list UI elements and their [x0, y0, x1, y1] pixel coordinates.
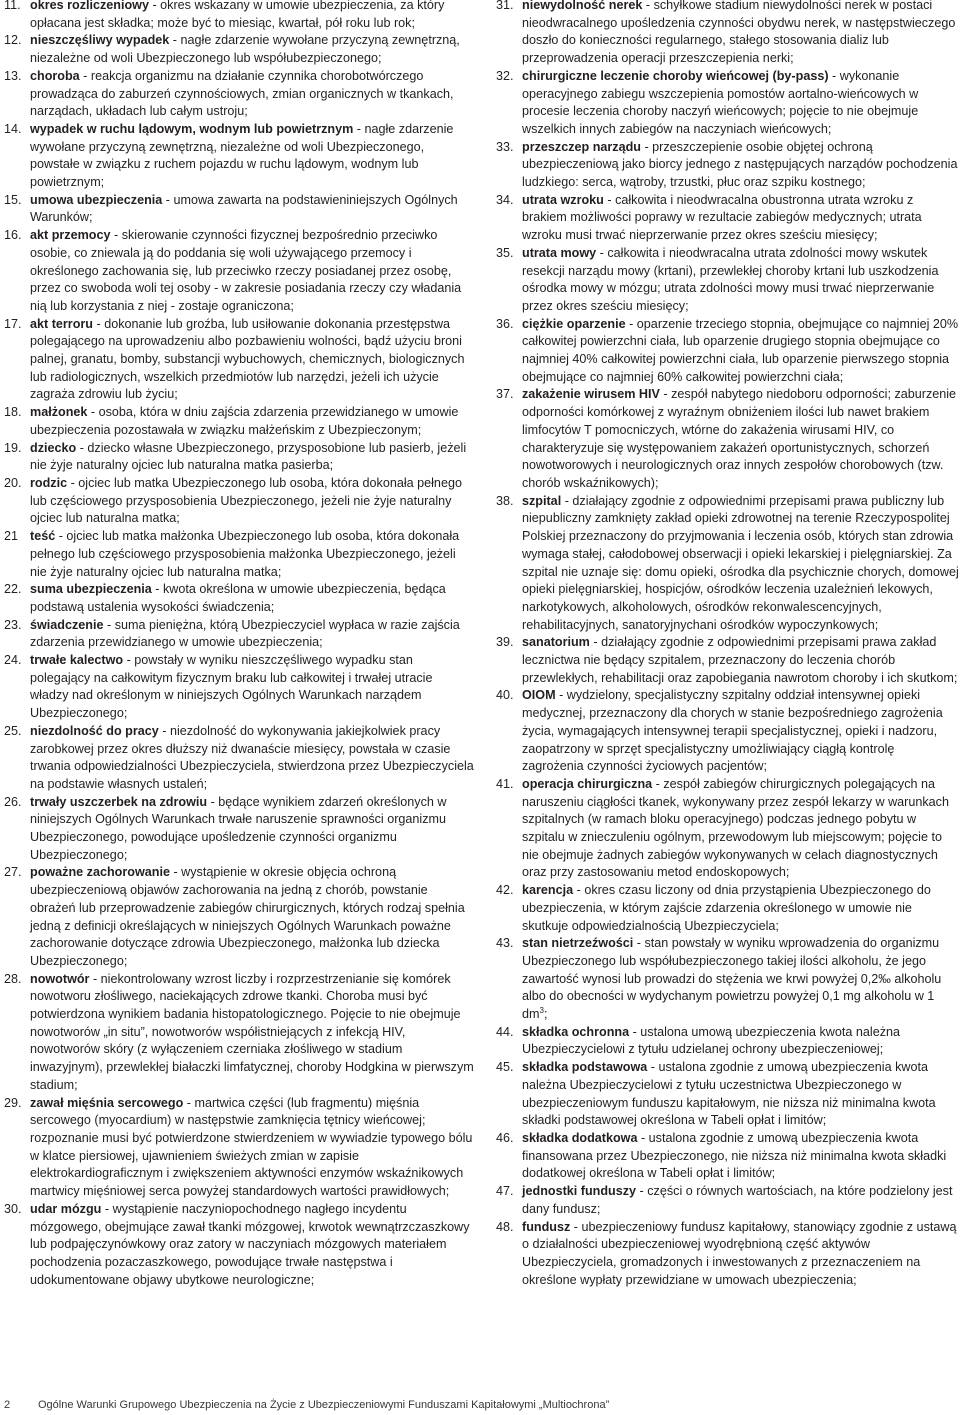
definition-body [522, 1219, 959, 1290]
definition-number: 37. [496, 387, 514, 402]
definition-body [30, 794, 474, 865]
definition-body [522, 316, 959, 387]
definition-number: 46. [496, 1131, 514, 1145]
definition-number: 22. [4, 582, 22, 597]
definition-item [496, 68, 959, 139]
definition-item [496, 386, 959, 492]
footer-title: Ogólne Warunki Grupowego Ubezpieczenia na Życie z Ubezpieczeniowymi Funduszami Kapitałowymi „Multiochrona” [38, 1399, 610, 1411]
definition-term: operacja chirurgiczna [522, 776, 653, 791]
definition-body [30, 581, 474, 616]
definition-item [496, 1024, 959, 1059]
definition-text: - działający zgodnie z odpowiednimi przepisami prawa zakład lecznictwa nie będący szpitalem, przeznaczony do leczenia chorób przewlekłych, rehabilitacji oraz zapobiegania nawrotom choroby i ich skutkom; [522, 635, 958, 685]
definition-text: - wystąpienie naczyniopochodnego nagłego incydentu mózgowego, obejmujące zawał tkanki mózgowej, krwotok wewnątrzczaszkowy lub podpajęczynówkowy oraz zatory w naczyniach mózgowych materiałem pochodzenia pozaczaszkowego, powodujące trwałe następstwa i udokumentowane objawy ubytkowe neurologiczne; [30, 1201, 470, 1287]
definition-number: 20. [4, 475, 22, 490]
definition-text-end: ; [543, 1007, 548, 1022]
definition-term: akt przemocy [30, 228, 111, 243]
definition-number: 26. [4, 794, 22, 809]
definition-item [496, 1183, 959, 1218]
definition-text: - wydzielony, specjalistyczny szpitalny oddział intensywnej opieki medycznej, przeznaczony dla chorych w stanie bezpośredniego zagrożenia życia, wymagających intensywnej terapii specjalistycznej, opieki i nadzoru, zaopatrzony w sprzęt specjalistyczny umożliwiający ciągłą kontrolę zagrożenia czynności życiowych pacjentów; [522, 688, 943, 774]
definition-term: okres rozliczeniowy [30, 0, 149, 12]
definition-item [4, 192, 474, 227]
definition-text: - ubezpieczeniowy fundusz kapitałowy, stanowiący zgodnie z ustawą o działalności ubezpieczeniowej wyodrębnioną część aktywów Ubezpieczyciela, gromadzonych i inwestowanych z przeznaczeniem na określone wypłaty przewidziane w umowach ubezpieczenia; [522, 1219, 957, 1287]
definition-term: niewydolność nerek [522, 0, 643, 12]
definition-number: 34. [496, 192, 514, 207]
definition-text: - ojciec lub matka Ubezpieczonego lub osoba, która dokonała pełnego lub częściowego przysposobienia Ubezpieczonego, jeżeli nie żyje naturalny ojciec lub naturalna matka; [30, 475, 462, 526]
definition-body [30, 652, 474, 723]
definition-body [30, 971, 474, 1095]
definition-number: 43. [496, 936, 514, 951]
definition-text: - nagłe zdarzenie wywołane przyczyną zewnętrzną, niezależne od woli Ubezpieczonego lub współubezpieczonego; [30, 33, 460, 66]
definition-body [30, 440, 474, 475]
definition-term: utrata wzroku [522, 192, 604, 207]
definition-text: - ojciec lub matka małżonka Ubezpieczonego lub osoba, która dokonała pełnego lub częściowego przysposobienia małżonka Ubezpieczonego, jeżeli nie żyje naturalny ojciec lub naturalna matka; [30, 529, 460, 579]
definition-text: - całkowita i nieodwracalna utrata zdolności mowy wskutek resekcji narządu mowy (krtani), przewlekłej choroby krtani lub uszkodzenia ośrodka mowy w mózgu; utrata zdolności mowy musi trwać nieprzerwanie przez okres sześciu miesięcy; [522, 245, 939, 313]
definition-number: 13. [4, 68, 22, 83]
definition-text: - umowa zawarta na podstawieniniejszych Ogólnych Warunków; [30, 192, 458, 225]
definition-number: 45. [496, 1060, 514, 1075]
definition-body [522, 882, 959, 935]
definition-body [30, 0, 474, 32]
left-column [4, 0, 474, 1289]
definition-item [4, 794, 474, 865]
definition-number: 19. [4, 440, 22, 455]
definition-term: ciężkie oparzenie [522, 316, 626, 331]
definition-text: - wykonanie operacyjnego zabiegu wszczepienia pomostów aortalno-wieńcowych w procesie leczenia choroby naczyń wieńcowych; pojęcie to nie obejmuje wszelkich innych zabiegów na naczyniach wieńcowych; [522, 68, 919, 136]
definition-item [4, 581, 474, 616]
definition-term: utrata mowy [522, 245, 597, 260]
definition-body [30, 617, 474, 652]
definition-body [30, 1095, 474, 1201]
definition-item [496, 634, 959, 687]
definition-term: małżonek [30, 405, 88, 420]
definition-term: zawał mięśnia sercowego [30, 1095, 184, 1110]
definition-term: składka dodatkowa [522, 1131, 638, 1145]
definition-number: 18. [4, 405, 22, 420]
definition-text: - całkowita i nieodwracalna obustronna utrata wzroku z brakiem możliwości poprawy w rezultacie zabiegów medycznych; utrata wzroku musi trwać nieprzerwanie przez okres sześciu miesięcy; [522, 192, 922, 243]
definition-body [30, 121, 474, 192]
definition-number: 27. [4, 865, 22, 880]
definition-item [4, 0, 474, 32]
definition-text: - przeszczepienie osobie objętej ochroną ubezpieczeniową jako biorcy jednego z następujących narządów pochodzenia ludzkiego: serca, wątroby, trzustki, płuc oraz szpiku kostnego; [522, 139, 958, 190]
definition-item [4, 227, 474, 316]
definition-number: 29. [4, 1095, 22, 1110]
definition-number: 35. [496, 245, 514, 260]
definition-item [4, 864, 474, 970]
definition-text: - powstały w wyniku nieszczęśliwego wypadku stan polegający na całkowitym fizycznym braku lub całkowitej i trwałej utracie władzy nad określonym w niniejszych Ogólnych Warunkach narządem Ubezpieczonego; [30, 653, 433, 721]
definition-item [496, 139, 959, 192]
definition-body [30, 227, 474, 316]
definition-number: 30. [4, 1201, 22, 1216]
definition-number: 17. [4, 316, 22, 331]
definition-item [496, 935, 959, 1024]
definition-item [4, 32, 474, 67]
definition-term: trwały uszczerbek na zdrowiu [30, 794, 208, 809]
definition-body [522, 245, 959, 316]
definition-term: teść [30, 529, 56, 544]
definition-text: - schyłkowe stadium niewydolności nerek w postaci nieodwracalnego upośledzenia czynności obydwu nerek, w następstwieczego doszło do konieczności regularnego, stałego stosowania dializ lub przeprowadzenia operacji przeszczepienia nerki; [522, 0, 956, 66]
definition-term: OIOM [522, 688, 556, 703]
definition-text: - osoba, która w dniu zajścia zdarzenia przewidzianego w umowie ubezpieczenia pozostawała w związku małżeńskim z Ubezpieczonym; [30, 405, 459, 437]
definition-number: 28. [4, 971, 22, 986]
definition-text: - niekontrolowany wzrost liczby i rozprzestrzenianie się komórek nowotworu złośliwego, naciekających zdrowe tkanki. Choroba musi być potwierdzona wynikiem badania histopatologicznego. Pojęcie to nie obejmuje nowotworów „in situ”, nowotworów współistniejących z infekcją HIV, nowotworów skóry (z wyłączeniem czerniaka złośliwego w stadium inwazyjnym), przewlekłej białaczki limfatycznej, choroby Hodgkina w pierwszym stadium; [30, 971, 474, 1092]
definition-body [522, 386, 959, 492]
definition-term: niezdolność do pracy [30, 723, 159, 738]
definition-body [522, 1183, 959, 1218]
definition-term: szpital [522, 493, 562, 508]
definition-term: sanatorium [522, 635, 590, 650]
definition-body [30, 32, 474, 67]
definition-body [30, 723, 474, 794]
definition-text: - oparzenie trzeciego stopnia, obejmujące co najmniej 20% całkowitej powierzchni ciała, lub oparzenie drugiego stopnia obejmujące co najmniej 40% całkowitej powierzchni ciała, lub oparzenie pierwszego stopnia obejmujące co najmniej 60% całkowitej powierzchni ciała; [522, 316, 959, 384]
definition-item [4, 971, 474, 1095]
definition-term: suma ubezpieczenia [30, 582, 152, 597]
definition-number: 24. [4, 653, 22, 668]
definition-number: 40. [496, 688, 514, 703]
definition-number: 36. [496, 316, 514, 331]
definition-number: 16. [4, 228, 22, 243]
definition-item [4, 652, 474, 723]
definition-term: akt terroru [30, 316, 93, 331]
definition-body [522, 0, 959, 68]
definition-item [4, 68, 474, 121]
definition-body [522, 1059, 959, 1130]
definition-item [496, 1130, 959, 1183]
definition-body [522, 687, 959, 776]
definition-term: przeszczep narządu [522, 139, 641, 154]
page-number: 2 [4, 1399, 11, 1411]
definition-term: nowotwór [30, 971, 90, 986]
definition-body [522, 192, 959, 245]
definition-item [4, 617, 474, 652]
definition-item [4, 440, 474, 475]
definition-text: - okres czasu liczony od dnia przystąpienia Ubezpieczonego do ubezpieczenia, w którym zajście zdarzenia określonego w umowie nie skutkuje odpowiedzialnością Ubezpieczyciela; [522, 883, 931, 933]
definition-body [522, 935, 959, 1024]
definition-number: 21 [4, 529, 19, 544]
definition-text: - nagłe zdarzenie wywołane przyczyną zewnętrzną, niezależne od woli Ubezpieczonego, powstałe w związku z ruchem pojazdu w ruchu lądowym, wodnym lub powietrznym; [30, 121, 454, 190]
definition-body [522, 1024, 959, 1059]
definition-number: 14. [4, 121, 22, 136]
definition-item [4, 723, 474, 794]
definition-item [4, 316, 474, 405]
definition-item [496, 493, 959, 635]
definition-text: - niezdolność do wykonywania jakiejkolwiek pracy zarobkowej przez okres dłuższy niż dwanaście miesięcy, powstała w czasie trwania odpowiedzialności Ubezpieczyciela, stwierdzona przez Ubezpieczyciela na podstawie własnych ustaleń; [30, 723, 474, 791]
definition-item [4, 1095, 474, 1201]
definition-body [522, 1130, 959, 1183]
definition-number: 31. [496, 0, 514, 12]
definition-body [30, 68, 474, 121]
definition-body [30, 475, 474, 528]
definition-number: 41. [496, 776, 514, 791]
definition-text: - dziecko własne Ubezpieczonego, przysposobione lub pasierb, jeżeli nie żyje naturalny ojciec lub naturalna matka pasierba; [30, 440, 467, 473]
definition-term: zakażenie wirusem HIV [522, 387, 660, 402]
definition-term: karencja [522, 883, 574, 898]
definition-text: - będące wynikiem zdarzeń określonych w niniejszych Ogólnych Warunkach trwałe naruszenie sprawności organizmu Ubezpieczonego, powodujące upośledzenie czynności organizmu Ubezpieczonego; [30, 794, 447, 862]
superscript: 3 [539, 1005, 544, 1015]
definition-text: - kwota określona w umowie ubezpieczenia, będąca podstawą ustalenia wysokości świadczenia; [30, 582, 446, 614]
definition-number: 12. [4, 33, 22, 48]
definition-number: 38. [496, 493, 514, 508]
definition-item [496, 192, 959, 245]
definition-body [30, 404, 474, 439]
definition-term: udar mózgu [30, 1201, 102, 1216]
definition-text: - wystąpienie w okresie objęcia ochroną ubezpieczeniową objawów zachorowania na jedną z chorób, powstanie obrażeń lub przeprowadzenie zabiegów chirurgicznych, których rodzaj spełnia jedną z definicji określających w niniejszych Ogólnych Warunkach poważne zachorowanie dotyczące zdrowia Ubezpieczonego, małżonka lub dziecka Ubezpieczonego; [30, 865, 465, 968]
definition-item [496, 0, 959, 68]
definition-text: - skierowanie czynności fizycznej bezpośrednio przeciwko osobie, co zniewala ją do poddania się woli używającego przemocy i określonego zachowania się, lub przeciwko rzeczy posiadanej przez osobę, przez co swoboda woli tej osoby - w zakresie posiadania rzeczy czy władania nią lub korzystania z niej - zostaje ograniczona; [30, 228, 462, 313]
definition-text: - ustalona umową ubezpieczenia kwota należna Ubezpieczycielowi z tytułu udzielanej ochrony ubezpieczeniowej; [522, 1024, 901, 1057]
definition-number: 42. [496, 883, 514, 898]
definition-term: składka podstawowa [522, 1060, 648, 1075]
definition-number: 33. [496, 139, 514, 154]
definition-text: - dokonanie lub groźba, lub usiłowanie dokonania przestępstwa polegającego na uprowadzeniu albo pozbawieniu wolności, bądź użyciu broni palnej, granatu, bomby, substancji wybuchowych, chemicznych, biologicznych lub radiologicznych, wszelkich przedmiotów lub narzędzi, jeżeli ich użycie zagraża zdrowiu lub życiu; [30, 316, 465, 402]
definition-number: 47. [496, 1184, 514, 1199]
definition-term: trwałe kalectwo [30, 653, 124, 668]
definition-text: - ustalona zgodnie z umową ubezpieczenia kwota należna Ubezpieczycielowi z tytułu uczestnictwa Ubezpieczonego w ubezpieczeniowym funduszu kapitałowym, nie niższa niż minimalna kwota składki podstawowej określona w Tabeli opłat i limitów; [522, 1060, 936, 1128]
definition-item [496, 245, 959, 316]
right-column [496, 0, 959, 1289]
definition-number: 25. [4, 723, 22, 738]
definition-body [522, 68, 959, 139]
definition-number: 15. [4, 192, 22, 207]
definition-item [496, 882, 959, 935]
definition-term: umowa ubezpieczenia [30, 192, 163, 207]
definition-item [4, 528, 474, 581]
definition-term: wypadek w ruchu lądowym, wodnym lub powietrznym [30, 121, 354, 136]
definition-item [4, 404, 474, 439]
definition-number: 48. [496, 1219, 514, 1234]
definition-item [4, 1201, 474, 1290]
definition-body [30, 1201, 474, 1290]
definition-body [30, 316, 474, 405]
definition-item [4, 121, 474, 192]
definition-number: 11. [4, 0, 21, 12]
definition-term: rodzic [30, 475, 68, 490]
definition-body [30, 192, 474, 227]
definition-item [496, 316, 959, 387]
definition-item [4, 475, 474, 528]
definition-term: świadczenie [30, 617, 104, 632]
definition-item [496, 1059, 959, 1130]
definition-number: 39. [496, 635, 514, 650]
definition-body [522, 776, 959, 882]
definition-text: - działający zgodnie z odpowiednimi przepisami prawa publiczny lub niepubliczny zamknięty zakład opieki zdrowotnej na terenie Rzeczypospolitej Polskiej przeznaczony do przyjmowania i leczenia osób, których stan zdrowia wymaga stałej, całodobowej obserwacji i opieki lekarskiej i pielęgniarskiej. Za szpital nie uznaje się: domu opieki, ośrodka dla psychicznie chorych, domowej opieki pielęgniarskiej, hospicjów, ośrodków leczenia uzależnień lekowych, narkotykowych, alkoholowych, ośrodków rekonwalescencyjnych, rehabilitacyjnych, sanatoryjnychani ośrodków wypoczynkowych; [522, 493, 959, 632]
definition-number: 32. [496, 68, 514, 83]
definition-text: - martwica części (lub fragmentu) mięśnia sercowego (myocardium) w następstwie zamknięcia tętnicy wieńcowej; rozpoznanie musi być potwierdzone stwierdzeniem w wywiadzie typowego bólu w klatce piersiowej, ujawnieniem świeżych zmian w zapisie elektrokardiograficznym i zwiększeniem aktywności enzymów wskaźnikowych martwicy mięśniowej serca powyżej standardowych wartości prawidłowych; [30, 1095, 473, 1199]
definition-term: fundusz [522, 1219, 571, 1234]
definition-item [496, 1219, 959, 1290]
definition-item [496, 687, 959, 776]
definition-number: 23. [4, 617, 22, 632]
definition-term: chirurgiczne leczenie choroby wieńcowej (by-pass) [522, 68, 829, 83]
definition-body [30, 864, 474, 970]
definition-text: - części o równych wartościach, na które podzielony jest dany fundusz; [522, 1184, 953, 1216]
definition-body [522, 139, 959, 192]
definition-text: - zespół nabytego niedoboru odporności; zaburzenie odporności komórkowej z wyraźnym obniżeniem ilości lub nawet brakiem limfocytów T pomocniczych, wtórne do zakażenia wirusami HIV, co charakteryzuje się występowaniem zakażeń oportunistycznych, schorzeń nowotworowych i neurologicznych oraz innych zespołów chorobowych (tzw. chorób wskaźnikowych); [522, 387, 957, 490]
definition-text: - zespół zabiegów chirurgicznych polegających na naruszeniu ciągłości tkanek, wykonywany przez zespół lekarzy w warunkach szpitalnych (w ramach bloku operacyjnego) podczas jednego pobytu w szpitalu w znieczuleniu ogólnym, przewodowym lub miejscowym; pojęcie to nie obejmuje żadnych zabiegów wykonywanych w celach diagnostycznych oraz przy zastosowaniu metod endoskopowych; [522, 776, 949, 880]
definition-text: - stan powstały w wyniku wprowadzenia do organizmu Ubezpieczonego lub współubezpieczonego takiej ilości alkoholu, że jego zawartość wynosi lub prowadzi do stężenia we krwi powyżej 0,2‰ alkoholu albo do obecności w wydychanym powietrzu powyżej 0,1 mg alkoholu w 1 dm [522, 936, 942, 1022]
definition-term: stan nietrzeźwości [522, 936, 634, 951]
definition-term: składka ochronna [522, 1024, 630, 1039]
definition-text: - ustalona zgodnie z umową ubezpieczenia kwota finansowana przez Ubezpieczonego, nie niższa niż minimalna kwota składki dodatkowej określona w Tabeli opłat i limitów; [522, 1131, 947, 1181]
definition-text: - reakcja organizmu na działanie czynnika chorobotwórczego prowadząca do zaburzeń czynnościowych, zmian organicznych w tkankach, narządach, układach lub całym ustroju; [30, 68, 454, 119]
definition-term: poważne zachorowanie [30, 865, 170, 880]
definition-number: 44. [496, 1024, 514, 1039]
definition-term: dziecko [30, 440, 77, 455]
definition-body [30, 528, 474, 581]
definition-text: - suma pieniężna, którą Ubezpieczyciel wypłaca w razie zajścia zdarzenia przewidzianego w umowie ubezpieczenia; [30, 617, 460, 650]
definition-item [496, 776, 959, 882]
definition-body [522, 493, 959, 635]
definition-body [522, 634, 959, 687]
definition-text: - okres wskazany w umowie ubezpieczenia, za który opłacana jest składka; może być to miesiąc, kwartał, pół roku lub rok; [30, 0, 445, 30]
definition-term: nieszczęśliwy wypadek [30, 33, 170, 48]
definition-term: jednostki funduszy [522, 1184, 637, 1199]
definition-term: choroba [30, 68, 80, 83]
